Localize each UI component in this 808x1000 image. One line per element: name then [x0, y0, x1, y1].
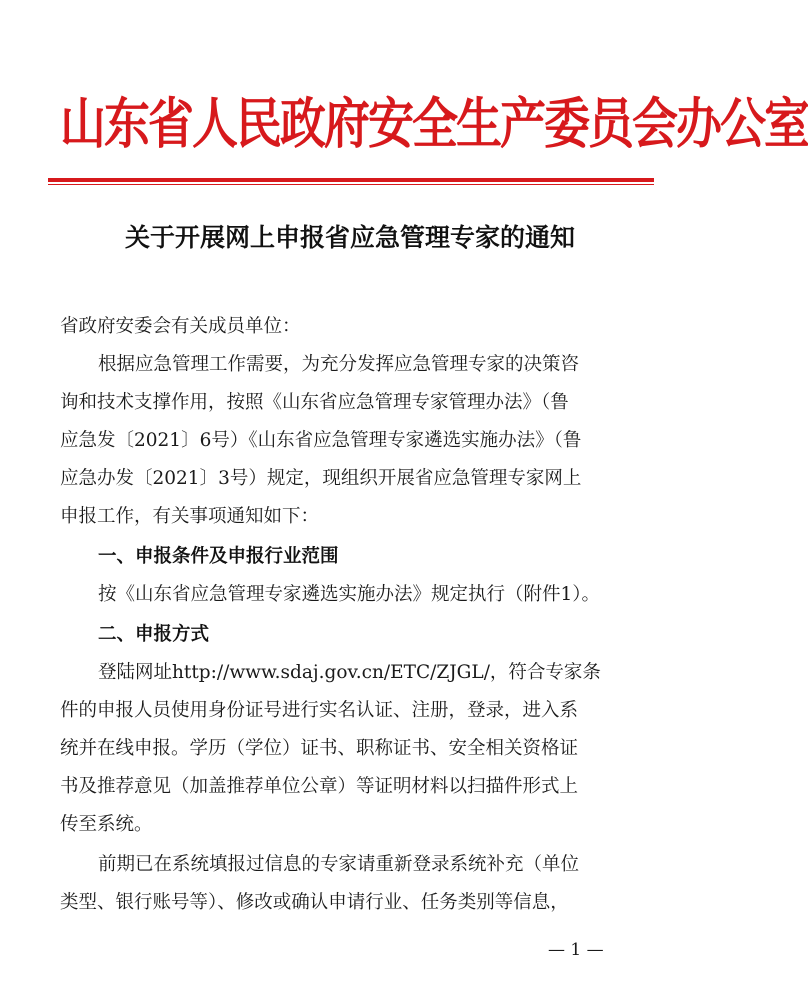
salutation: 省政府安委会有关成员单位： — [60, 316, 301, 337]
body-line: 应急办发〔2021〕3号）规定，现组织开展省应急管理专家网上 — [60, 468, 582, 489]
body-line: 统并在线申报。学历（学位）证书、职称证书、安全相关资格证 — [60, 738, 579, 759]
body-line: 传至系统。 — [60, 814, 153, 835]
red-divider-line — [48, 178, 654, 182]
body-line: 根据应急管理工作需要，为充分发挥应急管理专家的决策咨 — [98, 354, 580, 375]
body-line: 应急发〔2021〕6号）《山东省应急管理专家遴选实施办法》（鲁 — [60, 430, 582, 451]
page-number: — 1 — — [548, 940, 604, 960]
body-line: 件的申报人员使用身份证号进行实名认证、注册，登录，进入系 — [60, 700, 579, 721]
issuer-header: 山东省人民政府安全生产委员会办公室 — [60, 91, 808, 156]
notice-title: 关于开展网上申报省应急管理专家的通知 — [124, 223, 575, 252]
body-line: 申报工作，有关事项通知如下： — [60, 506, 320, 527]
body-line: 前期已在系统填报过信息的专家请重新登录系统补充（单位 — [98, 854, 580, 875]
red-divider-line-thin — [48, 184, 654, 185]
body-line: 类型、银行账号等）、修改或确认申请行业、任务类别等信息， — [60, 892, 569, 913]
body-line: 登陆网址http://www.sdaj.gov.cn/ETC/ZJGL/，符合专家条 — [98, 662, 601, 683]
body-line: 询和技术支撑作用，按照《山东省应急管理专家管理办法》（鲁 — [60, 392, 569, 413]
section-heading: 二、申报方式 — [98, 624, 210, 645]
section-heading: 一、申报条件及申报行业范围 — [98, 546, 339, 567]
body-line: 书及推荐意见（加盖推荐单位公章）等证明材料以扫描件形式上 — [60, 776, 579, 797]
section-text: 按《山东省应急管理专家遴选实施办法》规定执行（附件1）。 — [98, 584, 601, 605]
